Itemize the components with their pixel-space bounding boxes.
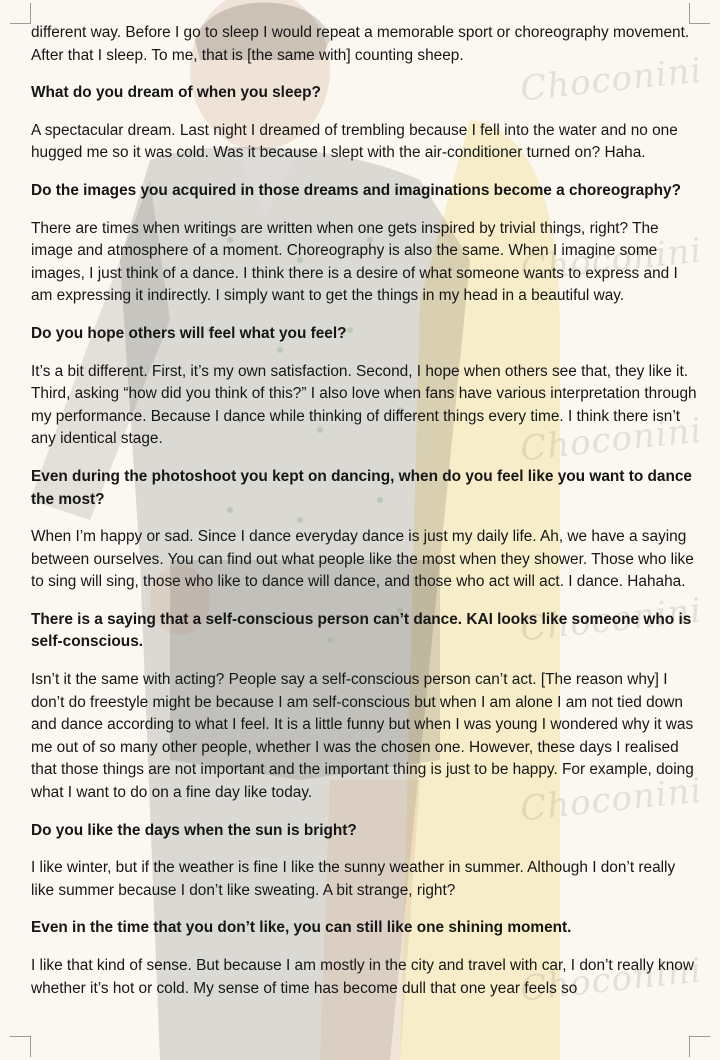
crop-mark-top-right (689, 3, 710, 24)
question-heading: Do you like the days when the sun is bright? (31, 821, 357, 839)
answer-paragraph: Isn’t it the same with acting? People say a self-conscious person can’t act. [The reason why] I don’t do freestyle might be because I am self-conscious but when I am alone I am not tied down and dance according to what I feel. It is a little funny but when I was young I wondered why it was me out of so many other people, whether I was the chosen one. However, these days I realised that those things are not important and the important thing is just to be happy. For example, doing what I want to do on a fine day like today. (31, 671, 694, 802)
question-heading: Even in the time that you don’t like, you can still like one shining moment. (31, 919, 572, 937)
answer-paragraph: I like that kind of sense. But because I am mostly in the city and travel with car, I don’t really know whether it’s hot or cold. My sense of time has become dull that one year feels so (31, 957, 694, 997)
watermark: Choconini (518, 230, 705, 290)
answer-paragraph: When I’m happy or sad. Since I dance everyday dance is just my daily life. Ah, we have a saying between ourselves. You can find out what people like the most when they shower. Those who like to sing will sing, those who like to dance will dance, and those who act will act. I dance. Hahaha. (31, 528, 694, 591)
watermark: Choconini (518, 950, 705, 1010)
answer-paragraph: A spectacular dream. Last night I dreamed of trembling because I fell into the water and no one hugged me so it was cold. Was it because I slept with the air-conditioner turned on? Haha. (31, 121, 678, 162)
question-heading: What do you dream of when you sleep? (31, 84, 321, 102)
crop-mark-bottom-left (10, 1036, 31, 1057)
watermark: Choconini (518, 590, 705, 650)
watermark: Choconini (518, 770, 705, 830)
answer-paragraph: It’s a bit different. First, it’s my own satisfaction. Second, I hope when others see that, they like it. Third, asking “how did you think of this?” I also love when fans have various interpretation through my performance. Because I dance while thinking of different things every time. I think there isn’t any identical stage. (31, 362, 697, 448)
answer-paragraph: I like winter, but if the weather is fine I like the sunny weather in summer. Although I don’t really like summer because I don’t like sweating. A bit strange, right? (31, 859, 676, 899)
crop-mark-bottom-right (689, 1036, 710, 1057)
crop-mark-top-left (10, 3, 31, 24)
answer-paragraph: different way. Before I go to sleep I would repeat a memorable sport or choreography movement. After that I sleep. To me, that is [the same with] counting sheep. (31, 24, 690, 64)
question-heading: Do you hope others will feel what you feel? (31, 324, 347, 342)
watermark: Choconini (518, 410, 705, 470)
question-heading: Do the images you acquired in those dreams and imaginations become a choreography? (31, 181, 681, 199)
question-heading: There is a saying that a self-conscious person can’t dance. KAI looks like someone who is self-conscious. (31, 610, 692, 651)
question-heading: Even during the photoshoot you kept on dancing, when do you feel like you want to dance the most? (31, 467, 692, 508)
watermark: Choconini (518, 50, 705, 110)
interview-text (31, 22, 697, 1015)
answer-paragraph: There are times when writings are written when one gets inspired by trivial things, right? The image and atmosphere of a moment. Choreography is also the same. When I imagine some images, I just think of a dance. I think there is a desire of what someone wants to express and I am expressing it indirectly. I simply want to get the things in my head in a beautiful way. (31, 219, 678, 305)
